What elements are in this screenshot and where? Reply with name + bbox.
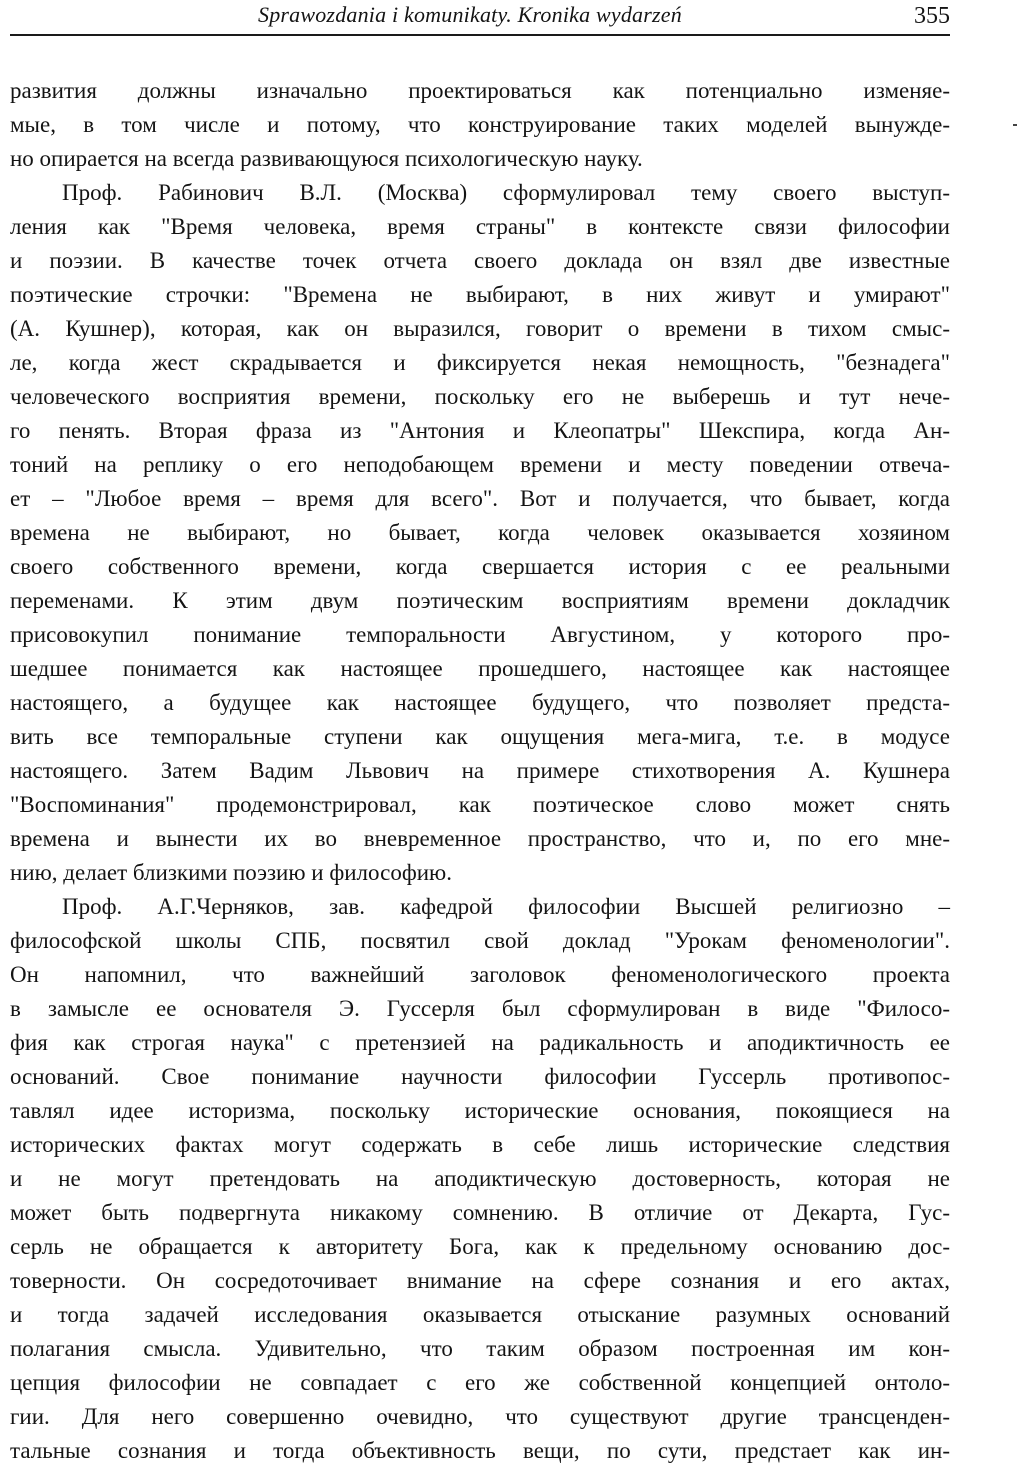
- text-line: присовокупил понимание темпоральности Августином, у которого про-: [10, 622, 950, 647]
- text-line: переменами. К этим двум поэтическим восприятиям времени докладчик: [10, 588, 950, 613]
- text-line: развития должны изначально проектироваться как потенциально изменяе-: [10, 78, 950, 103]
- text-line: нию, делает близкими поэзию и философию.: [10, 860, 452, 885]
- document-page: [10, 0, 950, 1463]
- text-line: человеческого восприятия времени, поскольку его не выберешь и тут нече-: [10, 384, 950, 409]
- text-line: шедшее понимается как настоящее прошедшего, настоящее как настоящее: [10, 656, 950, 681]
- text-line: может быть подвергнута никакому сомнению. В отличие от Декарта, Гус-: [10, 1200, 950, 1225]
- text-line: "Воспоминания" продемонстрировал, как поэтическое слово может снять: [10, 792, 950, 817]
- text-line: Он напомнил, что важнейший заголовок феноменологического проекта: [10, 962, 950, 987]
- text-line: времена не выбирают, но бывает, когда человек оказывается хозяином: [10, 520, 950, 545]
- text-line: настоящего. Затем Вадим Львович на примере стихотворения А. Кушнера: [10, 758, 950, 783]
- text-line: поэтические строчки: "Времена не выбирают, в них живут и умирают": [10, 282, 950, 307]
- text-line: серль не обращается к авторитету Бога, как к предельному основанию дос-: [10, 1234, 950, 1259]
- running-header: [10, 0, 950, 36]
- text-line: тальные сознания и тогда объективность вещи, по сути, предстает как ин-: [10, 1438, 950, 1463]
- text-line: ле, когда жест скрадывается и фиксируется некая немощность, "безнадега": [10, 350, 950, 375]
- body-text: [10, 74, 950, 1468]
- text-line: цепция философии не совпадает с его же собственной концепцией онтоло-: [10, 1370, 950, 1395]
- text-line: но опирается на всегда развивающуюся психологическую науку.: [10, 146, 643, 171]
- text-line: тавлял идее историзма, поскольку исторические основания, покоящиеся на: [10, 1098, 950, 1123]
- text-line: тоний на реплику о его неподобающем времени и месту поведении отвеча-: [10, 452, 950, 477]
- paragraph-first-line: Проф. А.Г.Черняков, зав. кафедрой философии Высшей религиозно –: [62, 894, 950, 919]
- text-line: философской школы СПБ, посвятил свой доклад "Урокам феноменологии".: [10, 928, 950, 953]
- text-line: и поэзии. В качестве точек отчета своего доклада он взял две известные: [10, 248, 950, 273]
- text-line: настоящего, а будущее как настоящее будущего, что позволяет предста-: [10, 690, 950, 715]
- running-title: Sprawozdania i komunikaty. Kronika wydarzeń: [258, 2, 682, 27]
- text-line: мые, в том числе и потому, что конструирование таких моделей вынужде-: [10, 112, 950, 137]
- text-line: исторических фактах могут содержать в себе лишь исторические следствия: [10, 1132, 950, 1157]
- text-line: го пенять. Вторая фраза из "Антония и Клеопатры" Шекспира, когда Ан-: [10, 418, 950, 443]
- text-line: (А. Кушнер), которая, как он выразился, говорит о времени в тихом смыс-: [10, 316, 950, 341]
- text-line: и тогда задачей исследования оказывается отыскание разумных оснований: [10, 1302, 950, 1327]
- text-line: товерности. Он сосредоточивает внимание на сфере сознания и его актах,: [10, 1268, 950, 1293]
- text-line: вить все темпоральные ступени как ощущения мега-мига, т.е. в модусе: [10, 724, 950, 749]
- page-number: 355: [914, 3, 950, 29]
- text-line: в замысле ее основателя Э. Гуссерля был сформулирован в виде "Филосо-: [10, 996, 950, 1021]
- paragraph-first-line: Проф. Рабинович В.Л. (Москва) сформулировал тему своего выступ-: [62, 180, 950, 205]
- text-line: времена и вынести их во вневременное пространство, что и, по его мне-: [10, 826, 950, 851]
- text-line: гии. Для него совершенно очевидно, что существуют другие трансценден-: [10, 1404, 950, 1429]
- text-line: полагания смысла. Удивительно, что таким образом построенная им кон-: [10, 1336, 950, 1361]
- text-line: фия как строгая наука" с претензией на радикальность и аподиктичность ее: [10, 1030, 950, 1055]
- scan-edge-mark: [1013, 124, 1017, 126]
- text-line: и не могут претендовать на аподиктическую достоверность, которая не: [10, 1166, 950, 1191]
- text-line: своего собственного времени, когда свершается история с ее реальными: [10, 554, 950, 579]
- text-line: ет – "Любое время – время для всего". Вот и получается, что бывает, когда: [10, 486, 950, 511]
- text-line: оснований. Свое понимание научности философии Гуссерль противопос-: [10, 1064, 950, 1089]
- text-line: ления как "Время человека, время страны" в контексте связи философии: [10, 214, 950, 239]
